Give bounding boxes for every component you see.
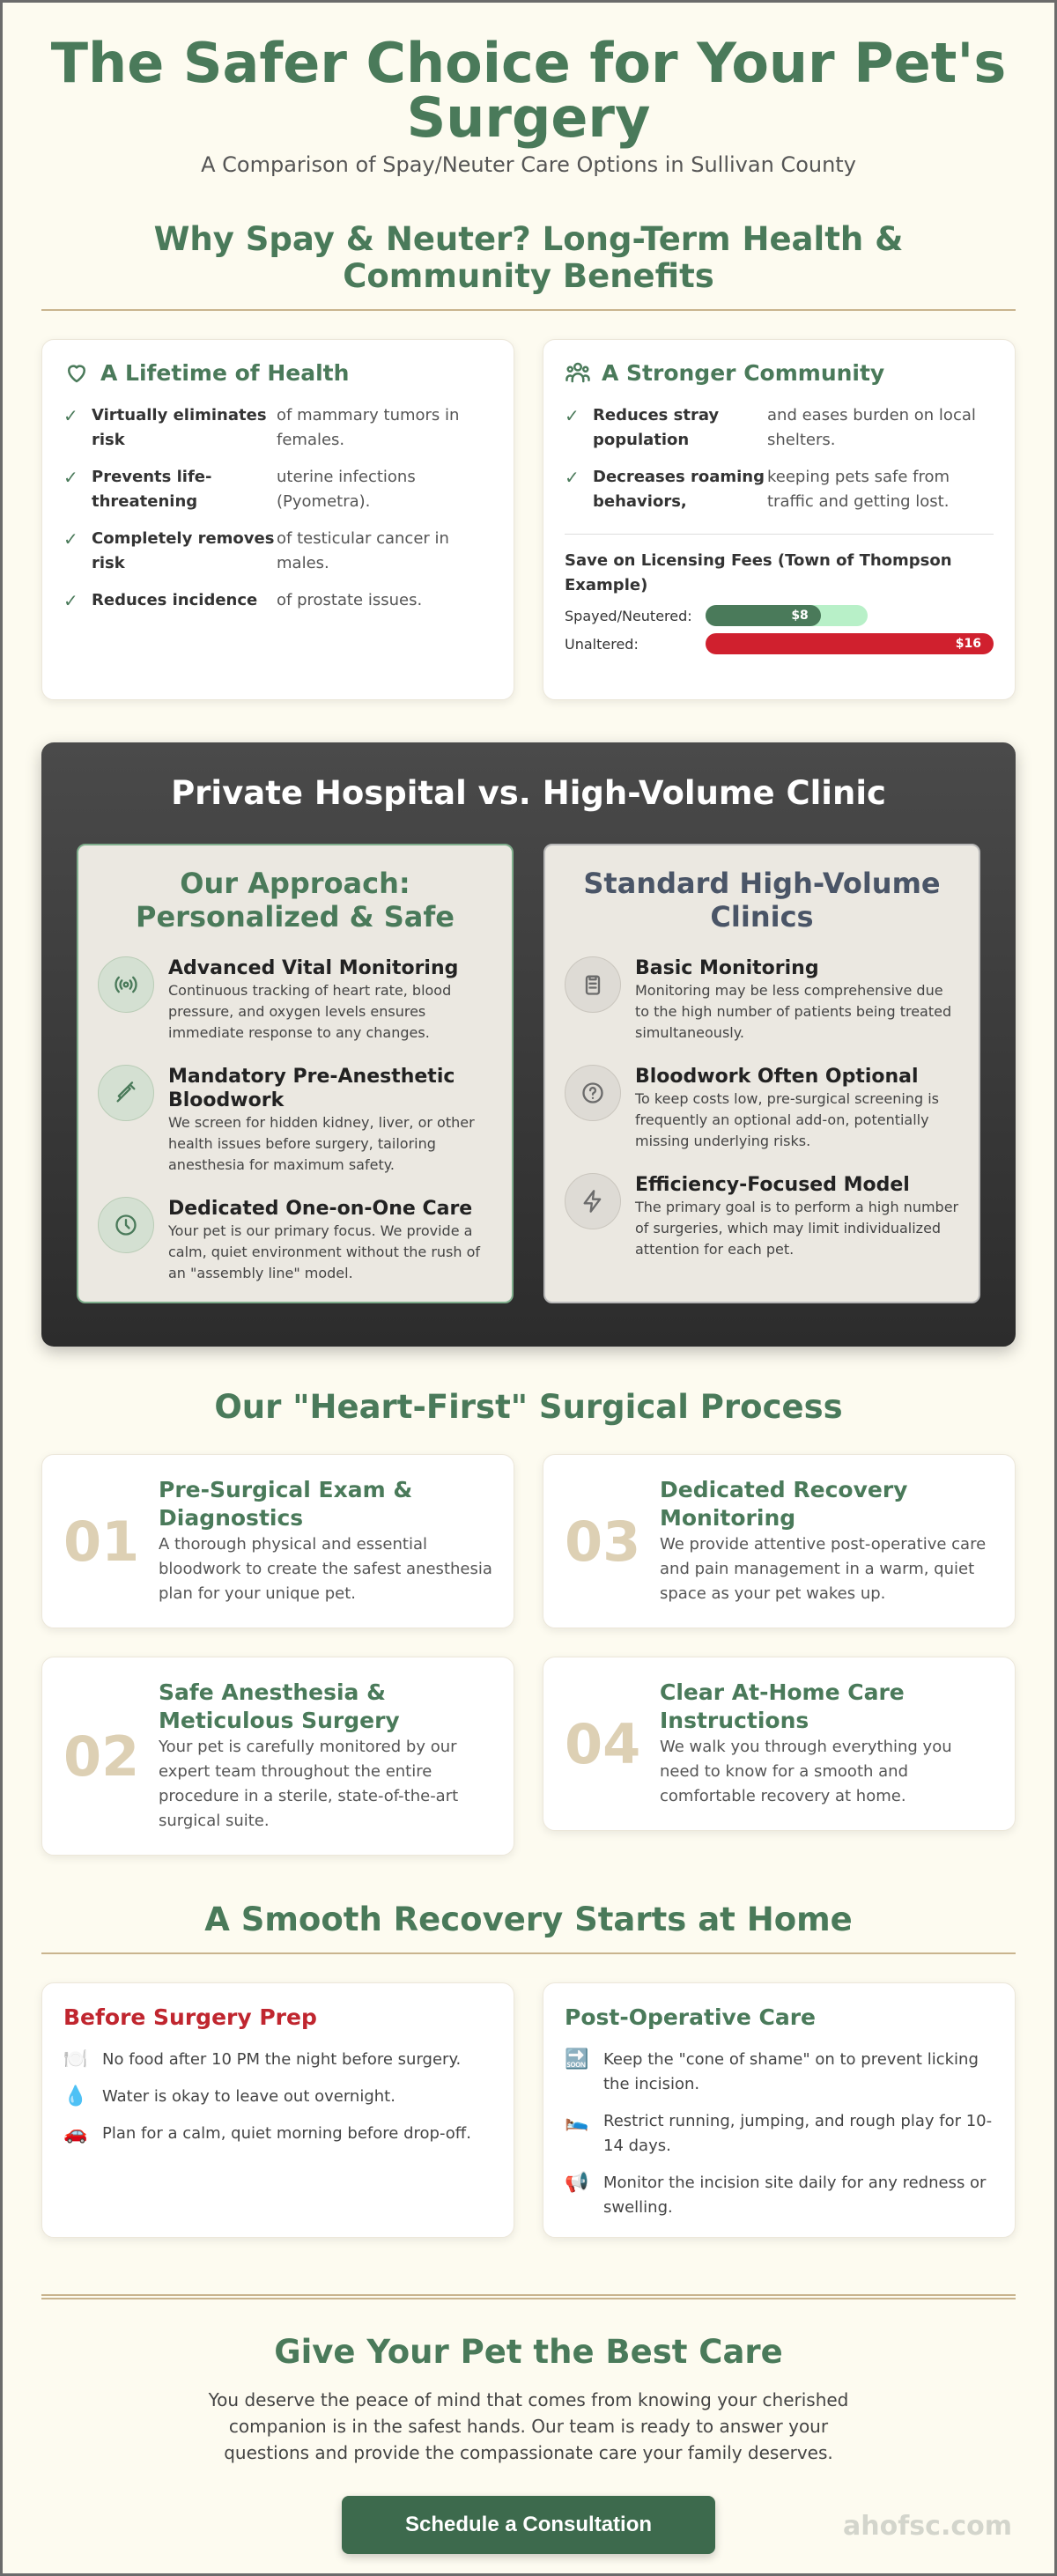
benefit-item-text: of prostate issues. xyxy=(277,591,423,609)
feature-icon-badge xyxy=(98,956,154,1013)
post-op-list xyxy=(565,2048,994,2220)
before-surgery-card xyxy=(41,1982,514,2238)
health-list xyxy=(63,403,492,613)
recovery-item-icon: 📢 xyxy=(565,2172,589,2194)
feature-icon-badge xyxy=(98,1197,154,1253)
feature-body xyxy=(635,956,959,1044)
benefit-item xyxy=(565,465,994,514)
syringe-icon xyxy=(114,1081,138,1105)
our-approach-features xyxy=(98,956,492,1284)
benefit-item-highlight: Completely removes risk xyxy=(92,529,275,572)
recovery-item xyxy=(63,2085,492,2109)
feature-body xyxy=(168,1197,492,1284)
feature-title: Mandatory Pre-Anesthetic Bloodwork xyxy=(168,1066,455,1111)
feature-body xyxy=(168,956,492,1044)
standard-clinics-column xyxy=(543,844,980,1303)
feature-text: Your pet is our primary focus. We provide a calm, quiet environment without the rush of an "assembly line" model. xyxy=(168,1222,481,1281)
recovery-item xyxy=(63,2048,492,2072)
benefit-item xyxy=(63,588,492,613)
process-step-card xyxy=(41,1657,514,1856)
schedule-consultation-button[interactable]: Schedule a Consultation xyxy=(342,2496,715,2554)
benefit-item-text: of testicular cancer in males. xyxy=(277,529,449,572)
fee-bar xyxy=(706,605,821,626)
check-icon: ✓ xyxy=(565,405,580,426)
feature-icon-badge xyxy=(565,1173,621,1229)
benefit-item-highlight: Reduces incidence xyxy=(92,591,258,609)
post-op-title: Post-Operative Care xyxy=(565,2004,816,2030)
benefits-divider xyxy=(41,309,1016,311)
standard-clinics-features xyxy=(565,956,959,1260)
before-surgery-list xyxy=(63,2048,492,2146)
licensing-title: Save on Licensing Fees (Town of Thompson Example) xyxy=(565,551,952,594)
step-number: 02 xyxy=(63,1723,140,1789)
fee-bar-label: Unaltered: xyxy=(565,635,639,653)
page-title: The Safer Choice for Your Pet's Surgery xyxy=(50,31,1007,150)
feature-title: Dedicated One-on-One Care xyxy=(168,1198,473,1220)
our-approach-column xyxy=(77,844,514,1303)
standard-clinics-title: Standard High-Volume Clinics xyxy=(583,867,941,934)
fee-bar xyxy=(706,633,994,654)
comparison-panel xyxy=(41,742,1016,1347)
comparison-row xyxy=(77,844,980,1303)
feature-title: Bloodwork Often Optional xyxy=(635,1066,919,1088)
recovery-divider xyxy=(41,1952,1016,1954)
step-number: 03 xyxy=(565,1509,641,1574)
fee-bar-row xyxy=(565,605,994,626)
process-title: Our "Heart-First" Surgical Process xyxy=(214,1388,843,1426)
recovery-item-icon: 🚗 xyxy=(63,2122,88,2144)
feature-text: Monitoring may be less comprehensive due to the high number of patients being treated simultaneously. xyxy=(635,982,952,1041)
step-text: Your pet is carefully monitored by our expert team throughout the entire procedure in a sterile, state-of-the-art surgical suite. xyxy=(159,1738,459,1830)
benefits-title: Why Spay & Neuter? Long-Term Health & Community Benefits xyxy=(153,220,904,295)
people-icon xyxy=(565,359,591,386)
comparison-feature xyxy=(565,1065,959,1152)
benefits-row xyxy=(41,339,1016,700)
community-list xyxy=(565,403,994,514)
recovery-item-text: Keep the "cone of shame" on to prevent licking the incision. xyxy=(603,2050,979,2093)
benefit-item xyxy=(63,527,492,576)
lightning-icon xyxy=(580,1189,605,1214)
check-icon: ✓ xyxy=(63,405,78,426)
our-approach-title: Our Approach: Personalized & Safe xyxy=(136,867,455,934)
step-title: Safe Anesthesia & Meticulous Surgery xyxy=(159,1679,400,1733)
feature-text: To keep costs low, pre-surgical screening is frequently an optional add-on, potentially missing underlying risks. xyxy=(635,1090,939,1149)
monitor-signal-icon xyxy=(114,972,138,997)
feature-body xyxy=(635,1173,959,1260)
step-body xyxy=(660,1476,994,1606)
benefit-item xyxy=(565,403,994,453)
recovery-item-text: Plan for a calm, quiet morning before drop-off. xyxy=(102,2124,471,2143)
recovery-item-text: No food after 10 PM the night before surgery. xyxy=(102,2050,462,2069)
comparison-feature xyxy=(565,956,959,1044)
process-steps xyxy=(41,1454,1016,1884)
health-card xyxy=(41,339,514,700)
health-card-header xyxy=(63,359,492,386)
recovery-item xyxy=(565,2048,994,2097)
clock-icon xyxy=(114,1213,138,1237)
feature-icon-badge xyxy=(565,956,621,1013)
question-icon xyxy=(580,1081,605,1105)
step-title: Pre-Surgical Exam & Diagnostics xyxy=(159,1477,413,1531)
clipboard-icon xyxy=(580,972,605,997)
feature-text: Continuous tracking of heart rate, blood pressure, and oxygen levels ensures immediate response to any changes. xyxy=(168,982,452,1041)
post-op-card xyxy=(543,1982,1016,2238)
comparison-feature xyxy=(98,1065,492,1176)
heart-icon xyxy=(63,359,90,386)
benefit-item-highlight: Decreases roaming behaviors, xyxy=(593,468,765,511)
recovery-item-icon: 🛌 xyxy=(565,2110,589,2132)
step-text: A thorough physical and essential bloodwork to create the safest anesthesia plan for your unique pet. xyxy=(159,1535,492,1603)
comparison-feature xyxy=(565,1173,959,1260)
benefit-item-text: uterine infections (Pyometra). xyxy=(277,468,416,511)
benefit-item-text: and eases burden on local shelters. xyxy=(767,406,976,449)
step-body xyxy=(159,1476,492,1606)
community-card xyxy=(543,339,1016,700)
feature-icon-badge xyxy=(565,1065,621,1121)
step-title: Clear At-Home Care Instructions xyxy=(660,1679,905,1733)
fee-bar-value: $16 xyxy=(955,637,981,651)
recovery-item-text: Water is okay to leave out overnight. xyxy=(102,2087,395,2106)
feature-title: Efficiency-Focused Model xyxy=(635,1174,910,1196)
feature-title: Basic Monitoring xyxy=(635,957,819,979)
recovery-item-icon: 🔜 xyxy=(565,2048,589,2070)
step-title: Dedicated Recovery Monitoring xyxy=(660,1477,908,1531)
benefit-item-highlight: Reduces stray population xyxy=(593,406,720,449)
feature-title: Advanced Vital Monitoring xyxy=(168,957,459,979)
process-step-card xyxy=(543,1657,1016,1831)
step-body xyxy=(159,1679,492,1834)
health-card-title: A Lifetime of Health xyxy=(100,359,350,386)
comparison-feature xyxy=(98,1197,492,1284)
licensing-divider xyxy=(565,534,994,535)
check-icon: ✓ xyxy=(63,528,78,550)
process-step-card xyxy=(41,1454,514,1628)
feature-text: We screen for hidden kidney, liver, or other health issues before surgery, tailoring anesthesia for maximum safety. xyxy=(168,1114,475,1173)
feature-body xyxy=(635,1065,959,1152)
check-icon: ✓ xyxy=(63,590,78,611)
step-text: We provide attentive post-operative care and pain management in a warm, quiet space as your pet wakes up. xyxy=(660,1535,987,1603)
comparison-feature xyxy=(98,956,492,1044)
cta-divider xyxy=(41,2294,1016,2299)
page-subtitle: A Comparison of Spay/Neuter Care Options in Sullivan County xyxy=(201,152,856,177)
fee-bar-label: Spayed/Neutered: xyxy=(565,607,692,624)
recovery-item-icon: 🍽️ xyxy=(63,2048,88,2070)
recovery-item-text: Restrict running, jumping, and rough play for 10-14 days. xyxy=(603,2112,993,2155)
benefit-item-text: keeping pets safe from traffic and getting lost. xyxy=(767,468,950,511)
recovery-item xyxy=(63,2122,492,2146)
benefit-item xyxy=(63,403,492,453)
benefit-item-text: of mammary tumors in females. xyxy=(277,406,460,449)
benefit-item xyxy=(63,465,492,514)
community-card-title: A Stronger Community xyxy=(602,359,885,386)
step-body xyxy=(660,1679,994,1809)
recovery-item xyxy=(565,2171,994,2220)
benefit-item-highlight: Virtually eliminates risk xyxy=(92,406,267,449)
watermark: ahofsc.com xyxy=(843,2511,1012,2542)
step-text: We walk you through everything you need to know for a smooth and comfortable recovery at home. xyxy=(660,1738,952,1805)
recovery-item xyxy=(565,2109,994,2159)
hero xyxy=(3,3,1054,177)
feature-text: The primary goal is to perform a high number of surgeries, which may limit individualized attention for each pet. xyxy=(635,1199,959,1258)
feature-icon-badge xyxy=(98,1065,154,1121)
check-icon: ✓ xyxy=(63,467,78,488)
fee-bar-track xyxy=(706,633,994,654)
benefit-item-highlight: Prevents life-threatening xyxy=(92,468,212,511)
fee-bar-value: $8 xyxy=(791,609,809,623)
cta-text: You deserve the peace of mind that comes from knowing your cherished companion is in the safest hands. Our team is ready to answer your questions and provide the compassionate care your family deserves. xyxy=(208,2389,849,2463)
process-step-card xyxy=(543,1454,1016,1628)
recovery-title: A Smooth Recovery Starts at Home xyxy=(204,1901,853,1938)
licensing-bars xyxy=(565,605,994,654)
before-surgery-title: Before Surgery Prep xyxy=(63,2004,317,2030)
feature-body xyxy=(168,1065,492,1176)
cta-title: Give Your Pet the Best Care xyxy=(274,2333,783,2371)
check-icon: ✓ xyxy=(565,467,580,488)
recovery-item-icon: 💧 xyxy=(63,2085,88,2107)
recovery-item-text: Monitor the incision site daily for any redness or swelling. xyxy=(603,2174,987,2217)
step-number: 01 xyxy=(63,1509,140,1574)
comparison-title: Private Hospital vs. High-Volume Clinic xyxy=(171,774,886,812)
fee-bar-row xyxy=(565,633,994,654)
fee-bar-track xyxy=(706,605,994,626)
recovery-row xyxy=(41,1982,1016,2238)
step-number: 04 xyxy=(565,1711,641,1776)
community-card-header xyxy=(565,359,994,386)
